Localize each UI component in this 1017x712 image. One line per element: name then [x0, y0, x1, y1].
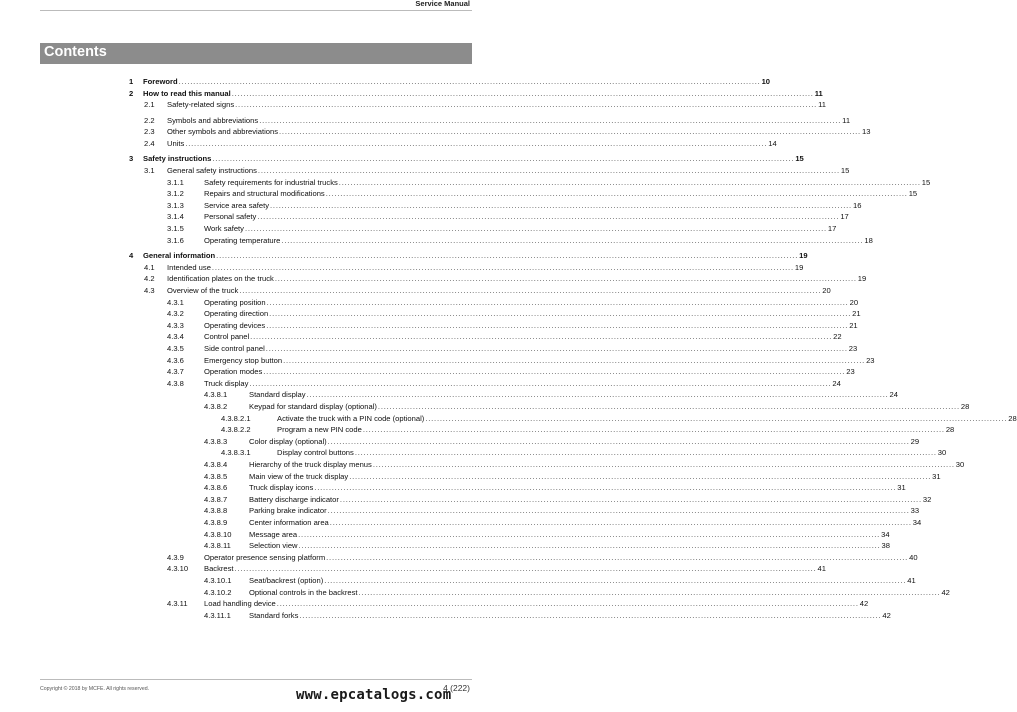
toc-entry[interactable] — [167, 355, 875, 366]
toc-leader-dots: ........................................................................................................................................................................................................ — [216, 251, 799, 261]
toc-entry[interactable] — [144, 138, 777, 149]
toc-entry-page: 15 — [908, 189, 918, 199]
toc-entry-page: 19 — [799, 251, 808, 261]
toc-entry-number: 4.3.8.1 — [204, 390, 228, 400]
toc-entry-title: Hierarchy of the truck display menus — [249, 459, 372, 469]
toc-leader-dots: ........................................................................................................................................................................................................ — [266, 297, 849, 307]
toc-entry-page: 32 — [922, 494, 932, 504]
toc-entry-page: 11 — [842, 115, 851, 125]
toc-entry-title: Operating direction — [204, 309, 269, 319]
toc-entry-number: 3.1.1 — [167, 177, 184, 187]
toc-entry-title: Optional controls in the backrest — [249, 587, 358, 597]
watermark-text: www.epcatalogs.com — [296, 687, 452, 703]
toc-leader-dots: ........................................................................................................................................................................................................ — [324, 575, 907, 585]
toc-entry-page: 11 — [814, 88, 823, 98]
toc-entry[interactable] — [204, 529, 890, 540]
toc-entry-title: Safety instructions — [143, 154, 212, 164]
toc-entry-page: 41 — [907, 575, 916, 585]
toc-entry-title: Operator presence sensing platform — [204, 552, 326, 562]
toc-entry-page: 23 — [846, 367, 855, 377]
toc-entry-number: 2.1 — [144, 100, 155, 110]
toc-entry-number: 4.3.8.8 — [204, 506, 228, 516]
toc-entry-page: 23 — [848, 343, 858, 353]
toc-leader-dots: ........................................................................................................................................................................................................ — [298, 541, 881, 551]
toc-entry-number: 4.3.11.1 — [204, 610, 231, 620]
toc-entry[interactable] — [167, 552, 918, 563]
toc-entry-title: Color display (optional) — [249, 436, 327, 446]
toc-entry-title: Standard forks — [249, 610, 299, 620]
toc-entry-number: 4.3 — [144, 285, 155, 295]
toc-entry-page: 24 — [832, 378, 841, 388]
toc-entry-number: 4.3.8 — [167, 378, 184, 388]
toc-entry-page: 17 — [827, 224, 837, 233]
toc-entry[interactable] — [204, 459, 965, 470]
toc-entry-number: 4.3.2 — [167, 309, 184, 319]
toc-entry-title: Message area — [249, 529, 298, 539]
toc-leader-dots: ........................................................................................................................................................................................................ — [265, 343, 848, 353]
toc-entry-page: 42 — [941, 587, 950, 597]
toc-entry-title: Units — [167, 138, 185, 148]
toc-entry-page: 28 — [945, 425, 955, 435]
toc-leader-dots: ........................................................................................................................................................................................................ — [244, 224, 827, 233]
toc-entry-number: 4 — [129, 251, 134, 261]
toc-entry[interactable] — [204, 505, 920, 516]
toc-entry[interactable] — [167, 223, 837, 234]
toc-entry-title: Control panel — [204, 332, 250, 342]
toc-leader-dots: ........................................................................................................................................................................................................ — [327, 436, 910, 446]
toc-entry-title: Standard display — [249, 390, 306, 400]
toc-entry-number: 3 — [129, 154, 134, 164]
toc-entry-page: 16 — [852, 200, 862, 210]
toc-entry-number: 3.1.6 — [167, 235, 184, 245]
toc-entry-title: Truck display icons — [249, 483, 314, 493]
page-indicator: 4 (222) — [443, 683, 470, 693]
toc-entry-page: 15 — [840, 166, 850, 175]
toc-entry-title: Identification plates on the truck — [167, 274, 274, 284]
toc-entry-page: 19 — [794, 262, 804, 272]
toc-entry[interactable] — [167, 188, 918, 199]
toc-entry-title: Parking brake indicator — [249, 506, 327, 516]
toc-entry[interactable] — [129, 153, 804, 164]
toc-entry[interactable] — [129, 88, 823, 99]
toc-entry[interactable] — [167, 308, 861, 319]
toc-entry-number: 4.3.8.3.1 — [221, 448, 251, 458]
toc-leader-dots: ........................................................................................................................................................................................................ — [329, 517, 912, 527]
toc-entry[interactable] — [167, 563, 826, 574]
toc-entry-title: Operating position — [204, 297, 266, 307]
toc-entry-page: 22 — [833, 332, 842, 342]
toc-leader-dots: ........................................................................................................................................................................................................ — [349, 471, 932, 481]
toc-entry[interactable] — [167, 211, 849, 222]
toc-entry-number: 3.1 — [144, 166, 155, 175]
toc-entry[interactable] — [167, 331, 842, 342]
toc-entry-title: Keypad for standard display (optional) — [249, 401, 377, 411]
toc-leader-dots: ........................................................................................................................................................................................................ — [338, 177, 921, 187]
toc-entry[interactable] — [204, 540, 890, 551]
toc-entry[interactable] — [167, 320, 858, 331]
toc-entry-number: 4.3.3 — [167, 320, 184, 330]
toc-entry-number: 4.3.10.2 — [204, 587, 232, 597]
toc-entry[interactable] — [204, 494, 932, 505]
toc-entry-title: Symbols and abbreviations — [167, 115, 259, 125]
toc-leader-dots: ........................................................................................................................................................................................................ — [425, 413, 1008, 423]
toc-entry-number: 4.3.8.6 — [204, 483, 228, 493]
toc-entry[interactable] — [204, 610, 891, 621]
toc-entry-page: 20 — [822, 285, 831, 295]
toc-entry-page: 38 — [881, 541, 890, 551]
toc-leader-dots: ........................................................................................................................................................................................................ — [249, 378, 832, 388]
toc-leader-dots: ........................................................................................................................................................................................................ — [178, 77, 761, 86]
toc-entry[interactable] — [144, 165, 850, 176]
toc-entry-title: Backrest — [204, 564, 234, 574]
toc-entry-title: Repairs and structural modifications — [204, 189, 325, 199]
toc-entry[interactable] — [204, 575, 916, 586]
toc-entry[interactable] — [129, 250, 808, 261]
toc-leader-dots: ........................................................................................................................................................................................................ — [257, 212, 840, 222]
toc-entry-number: 4.3.8.7 — [204, 494, 228, 504]
toc-entry-number: 4.3.1 — [167, 297, 184, 307]
toc-entry-page: 18 — [864, 235, 873, 245]
toc-entry-number: 4.1 — [144, 262, 155, 272]
toc-entry-number: 4.3.8.5 — [204, 471, 228, 481]
toc-entry[interactable] — [204, 517, 922, 528]
toc-leader-dots: ........................................................................................................................................................................................................ — [266, 320, 849, 330]
toc-leader-dots: ........................................................................................................................................................................................................ — [298, 529, 881, 539]
toc-entry[interactable] — [167, 297, 859, 308]
toc-entry-page: 20 — [849, 297, 859, 307]
toc-entry-number: 3.1.2 — [167, 189, 184, 199]
toc-leader-dots: ........................................................................................................................................................................................................ — [185, 138, 768, 148]
toc-entry-title: Main view of the truck display — [249, 471, 349, 481]
toc-leader-dots: ........................................................................................................................................................................................................ — [299, 610, 882, 620]
toc-entry-title: General safety instructions — [167, 166, 257, 175]
toc-leader-dots: ........................................................................................................................................................................................................ — [276, 599, 859, 609]
toc-entry-number: 4.3.10.1 — [204, 575, 232, 585]
toc-leader-dots: ........................................................................................................................................................................................................ — [358, 587, 941, 597]
toc-entry-number: 4.3.4 — [167, 332, 184, 342]
toc-entry-title: Emergency stop button — [204, 355, 283, 365]
toc-entry-page: 40 — [909, 552, 918, 562]
toc-entry-page: 21 — [852, 309, 861, 319]
toc-entry-number: 4.3.8.2.2 — [221, 425, 251, 435]
toc-leader-dots: ........................................................................................................................................................................................................ — [281, 235, 864, 245]
toc-entry-page: 17 — [840, 212, 849, 222]
toc-entry[interactable] — [129, 76, 771, 87]
toc-entry-number: 2.3 — [144, 127, 155, 137]
toc-entry-title: Side control panel — [204, 343, 265, 353]
contents-heading: Contents — [44, 44, 107, 60]
toc-entry-number: 3.1.3 — [167, 200, 184, 210]
toc-entry-title: Intended use — [167, 262, 211, 272]
toc-entry-title: Service area safety — [204, 200, 269, 210]
toc-entry-page: 24 — [889, 390, 898, 400]
toc-entry-title: Battery discharge indicator — [249, 494, 339, 504]
toc-entry-title: Work safety — [204, 224, 244, 233]
toc-leader-dots: ........................................................................................................................................................................................................ — [211, 262, 794, 272]
toc-leader-dots: ........................................................................................................................................................................................................ — [306, 390, 889, 400]
toc-entry[interactable] — [167, 177, 931, 188]
toc-entry-title: Other symbols and abbreviations — [167, 127, 279, 137]
toc-entry-number: 4.3.8.10 — [204, 529, 232, 539]
toc-leader-dots: ........................................................................................................................................................................................................ — [279, 127, 861, 137]
toc-entry-page: 19 — [857, 274, 867, 284]
toc-entry-title: General information — [143, 251, 216, 261]
toc-entry-page: 42 — [859, 599, 869, 609]
toc-leader-dots: ........................................................................................................................................................................................................ — [235, 100, 818, 110]
toc-entry[interactable] — [144, 262, 804, 273]
toc-entry[interactable] — [221, 424, 955, 435]
toc-entry-number: 4.3.8.4 — [204, 459, 228, 469]
toc-entry[interactable] — [144, 99, 826, 110]
toc-entry-title: How to read this manual — [143, 88, 231, 98]
toc-entry-number: 2.4 — [144, 138, 155, 148]
toc-entry-number: 3.1.4 — [167, 212, 184, 222]
toc-entry[interactable] — [144, 285, 831, 296]
toc-entry-title: Safety requirements for industrial trucks — [204, 177, 338, 187]
toc-entry-page: 15 — [795, 154, 804, 164]
toc-entry-page: 33 — [910, 506, 920, 516]
toc-entry[interactable] — [144, 115, 851, 126]
toc-entry-title: Display control buttons — [277, 448, 354, 458]
toc-entry[interactable] — [204, 389, 898, 400]
toc-leader-dots: ........................................................................................................................................................................................................ — [270, 200, 852, 210]
toc-entry-page: 42 — [882, 610, 891, 620]
toc-entry-number: 4.3.6 — [167, 355, 184, 365]
toc-entry-page: 13 — [861, 127, 871, 137]
toc-leader-dots: ........................................................................................................................................................................................................ — [234, 564, 817, 574]
footer-rule — [40, 679, 472, 680]
toc-leader-dots: ........................................................................................................................................................................................................ — [263, 367, 846, 377]
toc-leader-dots: ........................................................................................................................................................................................................ — [362, 425, 945, 435]
toc-entry[interactable] — [167, 343, 858, 354]
toc-entry-number: 4.3.9 — [167, 552, 184, 562]
toc-leader-dots: ........................................................................................................................................................................................................ — [314, 483, 897, 493]
toc-entry[interactable] — [167, 378, 841, 389]
toc-entry-page: 14 — [768, 138, 777, 148]
toc-entry-title: Foreword — [143, 77, 178, 86]
toc-entry-title: Operation modes — [204, 367, 263, 377]
toc-leader-dots: ........................................................................................................................................................................................................ — [269, 309, 852, 319]
toc-leader-dots: ........................................................................................................................................................................................................ — [231, 88, 814, 98]
toc-entry-page: 10 — [761, 77, 771, 86]
toc-entry-page: 31 — [897, 483, 906, 493]
toc-leader-dots: ........................................................................................................................................................................................................ — [257, 166, 840, 175]
toc-entry-number: 4.2 — [144, 274, 155, 284]
toc-entry-page: 31 — [932, 471, 941, 481]
toc-entry[interactable] — [221, 447, 947, 458]
toc-leader-dots: ........................................................................................................................................................................................................ — [283, 355, 866, 365]
toc-leader-dots: ........................................................................................................................................................................................................ — [259, 115, 842, 125]
toc-entry-page: 28 — [1008, 413, 1017, 423]
toc-entry-number: 4.3.5 — [167, 343, 184, 353]
toc-entry-page: 41 — [817, 564, 826, 574]
toc-entry-number: 4.3.10 — [167, 564, 189, 574]
toc-leader-dots: ........................................................................................................................................................................................................ — [274, 274, 857, 284]
toc-entry-page: 28 — [960, 401, 970, 411]
toc-entry-page: 23 — [866, 355, 875, 365]
toc-entry-title: Activate the truck with a PIN code (optional) — [277, 413, 425, 423]
toc-entry-title: Load handling device — [204, 599, 276, 609]
toc-entry[interactable] — [167, 235, 873, 246]
toc-leader-dots: ........................................................................................................................................................................................................ — [250, 332, 833, 342]
toc-entry-title: Program a new PIN code — [277, 425, 362, 435]
toc-entry-number: 3.1.5 — [167, 224, 184, 233]
toc-entry-number: 4.3.8.2.1 — [221, 413, 251, 423]
toc-entry-title: Operating temperature — [204, 235, 281, 245]
toc-leader-dots: ........................................................................................................................................................................................................ — [377, 401, 960, 411]
toc-entry-page: 30 — [937, 448, 947, 458]
toc-entry[interactable] — [144, 126, 871, 137]
toc-entry-title: Selection view — [249, 541, 298, 551]
toc-leader-dots: ........................................................................................................................................................................................................ — [326, 552, 909, 562]
toc-entry-page: 34 — [912, 517, 922, 527]
toc-entry-title: Center information area — [249, 517, 329, 527]
toc-entry-page: 21 — [849, 320, 858, 330]
toc-entry[interactable] — [204, 482, 906, 493]
toc-entry-title: Operating devices — [204, 320, 266, 330]
toc-leader-dots: ........................................................................................................................................................................................................ — [354, 448, 937, 458]
toc-entry-title: Overview of the truck — [167, 285, 239, 295]
toc-entry-page: 15 — [921, 177, 931, 187]
toc-entry[interactable] — [167, 200, 862, 211]
toc-entry-number: 4.3.8.3 — [204, 436, 228, 446]
copyright-notice: Copyright © 2018 by MCFE. All rights reserved. — [40, 686, 150, 692]
toc-leader-dots: ........................................................................................................................................................................................................ — [325, 189, 908, 199]
toc-entry[interactable] — [221, 413, 1017, 424]
toc-entry-number: 4.3.8.9 — [204, 517, 228, 527]
toc-leader-dots: ........................................................................................................................................................................................................ — [239, 285, 822, 295]
toc-entry-page: 34 — [881, 529, 890, 539]
toc-leader-dots: ........................................................................................................................................................................................................ — [212, 154, 795, 164]
toc-entry[interactable] — [167, 366, 855, 377]
toc-leader-dots: ........................................................................................................................................................................................................ — [327, 506, 910, 516]
toc-entry[interactable] — [204, 471, 941, 482]
toc-leader-dots: ........................................................................................................................................................................................................ — [372, 459, 955, 469]
toc-entry[interactable] — [167, 598, 869, 609]
toc-entry[interactable] — [204, 436, 920, 447]
toc-entry-title: Seat/backrest (option) — [249, 575, 324, 585]
toc-entry-page: 11 — [818, 100, 826, 110]
toc-entry-page: 29 — [910, 436, 920, 446]
toc-entry-title: Safety-related signs — [167, 100, 235, 110]
toc-entry-number: 1 — [129, 77, 134, 86]
toc-entry[interactable] — [204, 401, 970, 412]
toc-entry-number: 4.3.11 — [167, 599, 188, 609]
toc-leader-dots: ........................................................................................................................................................................................................ — [339, 494, 922, 504]
toc-entry-page: 30 — [955, 459, 965, 469]
toc-entry-number: 4.3.8.2 — [204, 401, 228, 411]
toc-entry-title: Truck display — [204, 378, 249, 388]
toc-entry-number: 2.2 — [144, 115, 155, 125]
toc-entry-number: 4.3.7 — [167, 367, 184, 377]
manual-title: Service Manual — [415, 0, 470, 8]
toc-entry[interactable] — [144, 273, 867, 284]
toc-entry-number: 4.3.8.11 — [204, 541, 231, 551]
toc-entry-title: Personal safety — [204, 212, 257, 222]
toc-entry[interactable] — [204, 587, 950, 598]
toc-entry-number: 2 — [129, 88, 134, 98]
